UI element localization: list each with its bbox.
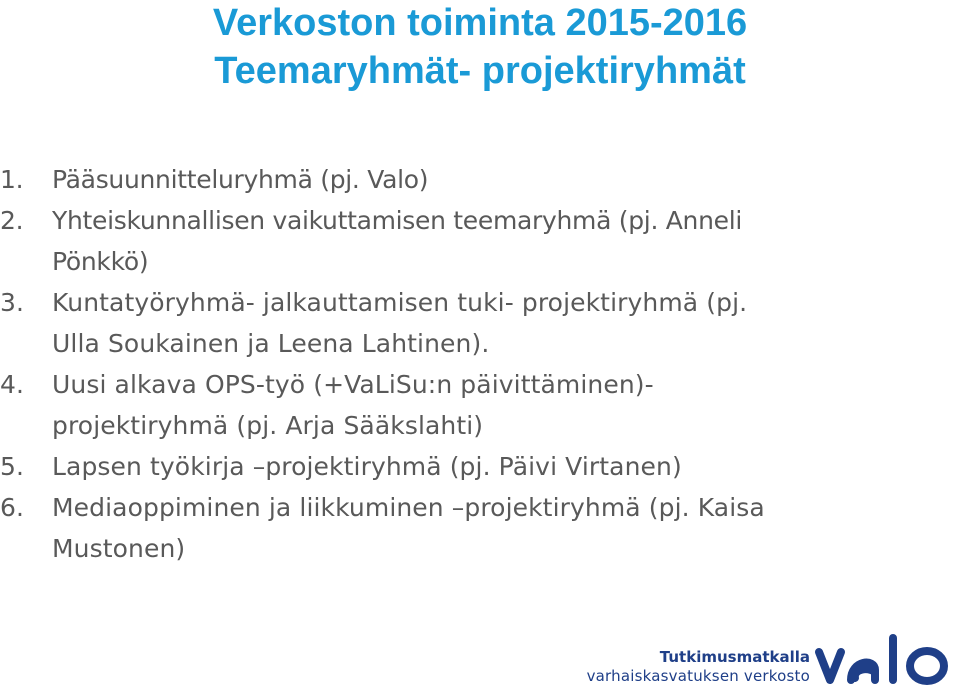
list-number: 5. xyxy=(0,452,25,481)
list-item-text: Lapsen työkirja –projektiryhmä (pj. Päivi Virtanen) xyxy=(52,452,682,481)
list-number: 3. xyxy=(0,288,25,317)
list-number: 2. xyxy=(0,206,24,235)
list-item-text: Pääsuunnitteluryhmä (pj. Valo) xyxy=(52,165,429,194)
list-item-text-continued: Pönkkö) xyxy=(52,247,149,276)
logo-letter-o xyxy=(910,651,944,681)
title-line-1: Verkoston toiminta 2015-2016 xyxy=(212,2,748,44)
list-item-4 xyxy=(0,364,900,446)
list-item-3 xyxy=(0,282,900,364)
list-number: 1. xyxy=(0,165,24,194)
logo-letter-a xyxy=(851,663,875,680)
list-item-text-continued: Ulla Soukainen ja Leena Lahtinen). xyxy=(52,329,490,358)
logo-tagline-line-2: varhaiskasvatuksen verkosto xyxy=(586,667,810,685)
list-item-1 xyxy=(0,159,900,200)
list-item-text: Uusi alkava OPS-työ (+VaLiSu:n päivittäminen)- xyxy=(52,370,654,399)
valo-logo xyxy=(813,630,958,688)
list-item-text: Yhteiskunnallisen vaikuttamisen teemaryhmä (pj. Anneli xyxy=(52,206,743,235)
list-item-text: Kuntatyöryhmä- jalkauttamisen tuki- projektiryhmä (pj. xyxy=(52,288,748,317)
title-line-2: Teemaryhmät- projektiryhmät xyxy=(214,50,746,92)
logo-letter-v xyxy=(819,652,841,680)
list-item-text-continued: Mustonen) xyxy=(52,534,186,563)
group-list xyxy=(0,159,900,569)
list-number: 4. xyxy=(0,370,25,399)
list-number: 6. xyxy=(0,493,25,522)
list-item-text-continued: projektiryhmä (pj. Arja Sääkslahti) xyxy=(52,411,484,440)
list-item-5 xyxy=(0,446,900,487)
list-item-2 xyxy=(0,200,900,282)
list-item-6 xyxy=(0,487,900,569)
list-item-text: Mediaoppiminen ja liikkuminen –projektiryhmä (pj. Kaisa xyxy=(52,493,765,522)
logo-tagline-line-1: Tutkimusmatkalla xyxy=(659,648,810,666)
logo-tagline xyxy=(587,648,810,686)
